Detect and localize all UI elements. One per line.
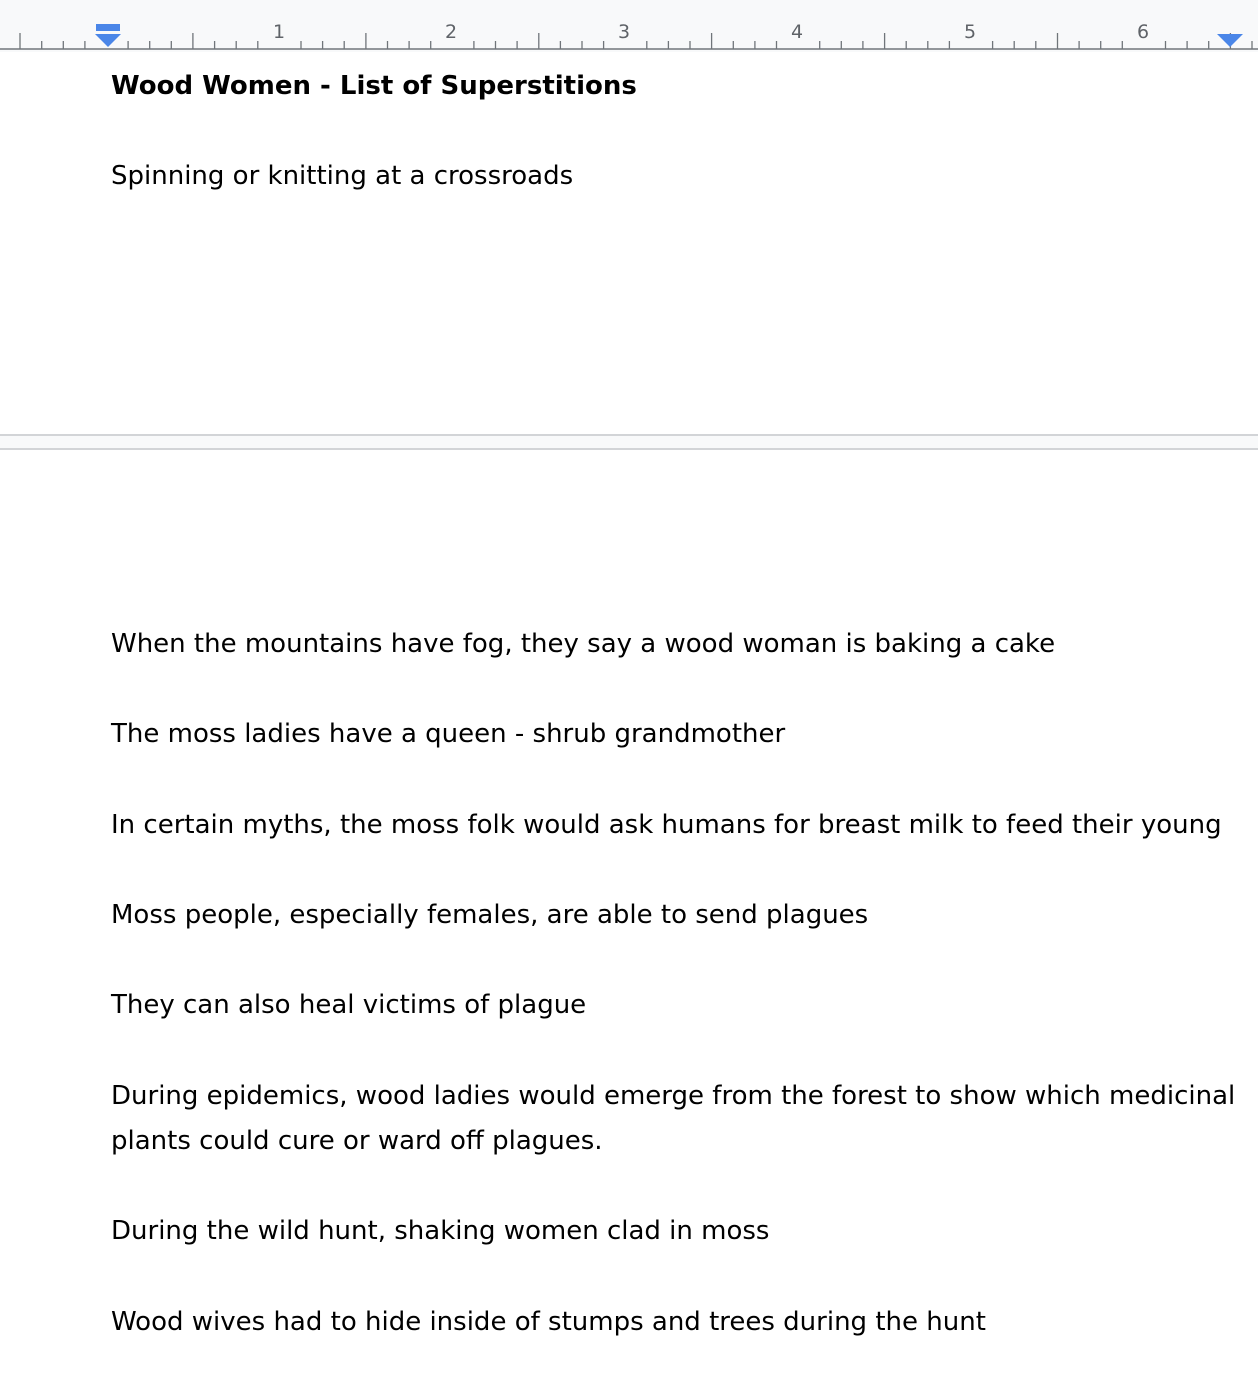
ruler-number-6: 6 [1136,21,1150,43]
paragraph-fog[interactable]: When the mountains have fog, they say a wood woman is baking a cake [111,629,1056,659]
horizontal-ruler[interactable] [0,0,1258,52]
document-title[interactable]: Wood Women - List of Superstitions [111,71,637,101]
document-canvas[interactable] [0,52,1258,1384]
ruler-number-3: 3 [617,21,631,43]
paragraph-breast-milk[interactable]: In certain myths, the moss folk would ask humans for breast milk to feed their young [111,810,1222,840]
page-break [0,434,1258,450]
paragraph-crossroads[interactable]: Spinning or knitting at a crossroads [111,161,574,191]
ruler-number-2: 2 [444,21,458,43]
ruler-number-5: 5 [963,21,977,43]
first-line-indent-marker[interactable] [96,24,120,31]
left-indent-marker[interactable] [95,34,121,47]
ruler-number-4: 4 [790,21,804,43]
paragraph-wild-hunt[interactable]: During the wild hunt, shaking women clad in moss [111,1216,770,1246]
paragraph-plagues[interactable]: Moss people, especially females, are able to send plagues [111,900,869,930]
ruler-graphic [0,0,1258,52]
paragraph-wood-wives[interactable]: Wood wives had to hide inside of stumps and trees during the hunt [111,1307,986,1337]
paragraph-heal[interactable]: They can also heal victims of plague [111,990,587,1020]
ruler-number-1: 1 [272,21,286,43]
right-indent-marker[interactable] [1217,34,1243,47]
paragraph-queen[interactable]: The moss ladies have a queen - shrub grandmother [111,719,786,749]
paragraph-epidemics[interactable]: During epidemics, wood ladies would emerge from the forest to show which medicinal plants could cure or ward off plagues. [111,1081,1236,1156]
